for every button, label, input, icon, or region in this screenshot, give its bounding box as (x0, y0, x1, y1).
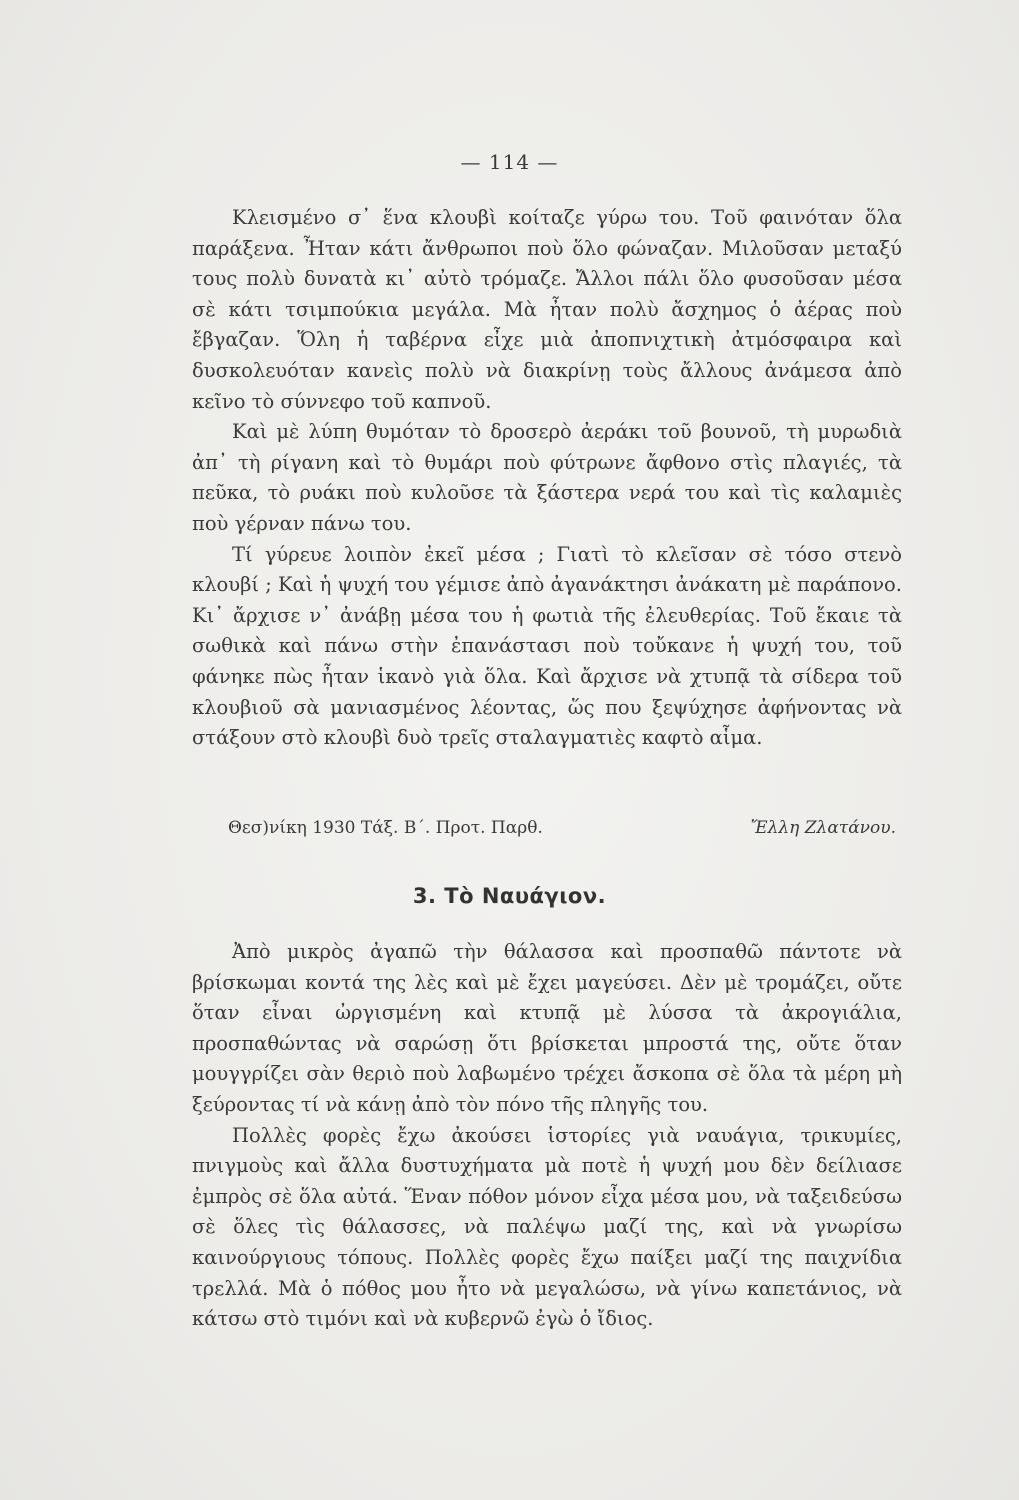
section-text-block (192, 937, 902, 1335)
paragraph: Καὶ μὲ λύπη θυμόταν τὸ δροσερὸ ἀεράκι τοῦ βουνοῦ, τὴ μυρωδιὰ ἀπ᾽ τὴ ρίγανη καὶ τὸ θυμάρι ποὺ φύτρωνε ἄφθονο στὶς πλαγιές, τὰ πεῦκα, τὸ ρυάκι ποὺ κυλοῦσε τὰ ξάστερα νερά του καὶ τὶς καλαμιὲς ποὺ γέρναν πάνω του. (192, 420, 902, 535)
paragraph: Τί γύρευε λοιπὸν ἐκεῖ μέσα ; Γιατὶ τὸ κλεῖσαν σὲ τόσο στενὸ κλουβί ; Καὶ ἡ ψυχή του γέμισε ἀπὸ ἀγανάκτησι ἀνάκατη μὲ παράπονο. Κι᾽ ἄρχισε ν᾽ ἀνάβῃ μέσα του ἡ φωτιὰ τῆς ἐλευθερίας. Τοῦ ἔκαιε τὰ σωθικὰ καὶ πάνω στὴν ἐπανάστασι ποὺ τοὔκανε ἡ ψυχή του, τοῦ φάνηκε πὼς ἦταν ἱκανὸ γιὰ ὅλα. Καὶ ἄρχισε νὰ χτυπᾷ τὰ σίδερα τοῦ κλουβιοῦ σὰ μανιασμένος λέοντας, ὥς που ξεψύχησε ἀφήνοντας νὰ στάξουν στὸ κλουβὶ δυὸ τρεῖς σταλαγματιὲς καφτὸ αἷμα. (192, 542, 902, 750)
paragraph: Ἀπὸ μικρὸς ἀγαπῶ τὴν θάλασσα καὶ προσπαθῶ πάντοτε νὰ βρίσκωμαι κοντά της λὲς καὶ μὲ ἔχει μαγεύσει. Δὲν μὲ τρομάζει, οὔτε ὅταν εἶναι ὠργισμένη καὶ κτυπᾷ μὲ λύσσα τὰ ἀκρογιάλια, προσπαθώντας νὰ σαρώσῃ ὅτι βρίσκεται μπροστά της, οὔτε ὅταν μουγγρίζει σὰν θεριὸ ποὺ λαβωμένο τρέχει ἄσκοπα σὲ ὅλα τὰ μέρη μὴ ξεύροντας τί νὰ κάνῃ ἀπὸ τὸν πόνο τῆς πληγῆς του. (192, 940, 902, 1116)
signature-author: Ἔλλη Ζλατάνου. (750, 818, 896, 838)
paragraph: Κλεισμένο σ᾽ ἕνα κλουβὶ κοίταζε γύρω του. Τοῦ φαινόταν ὅλα παράξενα. Ἦταν κάτι ἄνθρωποι ποὺ ὅλο φώναζαν. Μιλοῦσαν μεταξύ τους πολὺ δυνατὰ κι᾽ αὐτὸ τρόμαζε. Ἄλλοι πάλι ὅλο φυσοῦσαν μέσα σὲ κάτι τσιμπούκια μεγάλα. Μὰ ἦταν πολὺ ἄσχημος ὁ ἀέρας ποὺ ἔβγαζαν. Ὅλη ἡ ταβέρνα εἶχε μιὰ ἀποπνιχτικὴ ἀτμόσφαιρα καὶ δυσκολευόταν κανεὶς πολὺ νὰ διακρίνῃ τοὺς ἄλλους ἀνάμεσα ἀπὸ κεῖνο τὸ σύννεφο τοῦ καπνοῦ. (192, 206, 902, 413)
signature-school: Θεσ)νίκη 1930 Τάξ. Β΄. Προτ. Παρθ. (228, 818, 543, 838)
paragraph: Πολλὲς φορὲς ἔχω ἀκούσει ἱστορίες γιὰ ναυάγια, τρικυμίες, πνιγμοὺς καὶ ἄλλα δυστυχήματα μὰ ποτὲ ἡ ψυχή μου δὲν δείλιασε ἐμπρὸς σὲ ὅλα αὐτά. Ἕναν πόθον μόνον εἶχα μέσα μου, νὰ ταξειδεύσω σὲ ὅλες τὶς θάλασσες, νὰ παλέψω μαζί της, καὶ νὰ γνωρίσω καινούργιους τόπους. Πολλὲς φορὲς ἔχω παίξει μαζί της παιχνίδια τρελλά. Μὰ ὁ πόθος μου ἦτο νὰ μεγαλώσω, νὰ γίνω καπετάνιος, νὰ κάτσω στὸ τιμόνι καὶ νὰ κυβερνῶ ἐγὼ ὁ ἴδιος. (192, 1123, 902, 1331)
story-text-block (192, 203, 902, 754)
story-signature (228, 818, 896, 844)
page-number: — 114 — (460, 150, 559, 174)
section-title: 3. Τὸ Ναυάγιον. (412, 884, 607, 908)
